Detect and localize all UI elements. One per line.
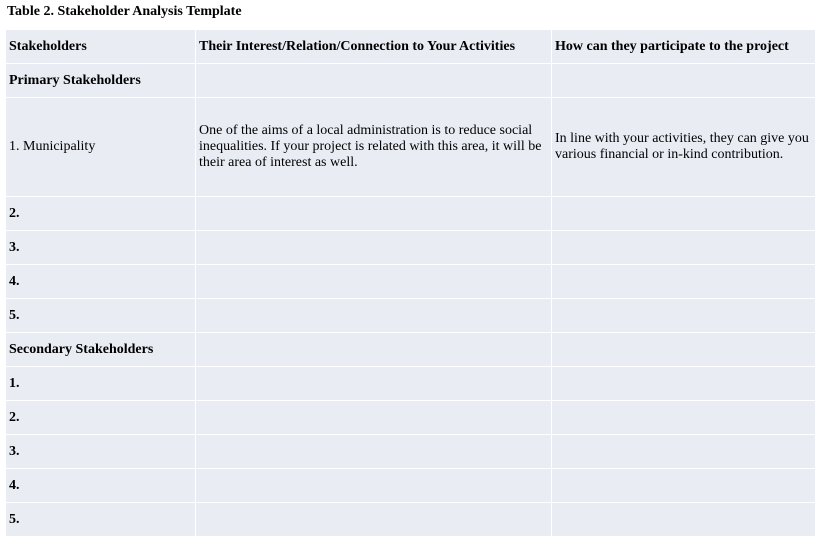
table-cell [552, 265, 816, 299]
table-cell [196, 265, 552, 299]
table-row [6, 435, 816, 469]
table-cell [196, 333, 552, 367]
table-cell [552, 64, 816, 98]
table-cell [552, 401, 816, 435]
row-number: 2. [6, 197, 196, 231]
table-cell [552, 231, 816, 265]
table-row [6, 197, 816, 231]
table-row [6, 265, 816, 299]
row-number: 5. [6, 299, 196, 333]
table-cell [552, 503, 816, 537]
table-cell [552, 435, 816, 469]
table-cell [196, 435, 552, 469]
table-cell [196, 401, 552, 435]
header-row [6, 30, 816, 64]
table-cell [552, 367, 816, 401]
table-cell [196, 231, 552, 265]
table-row [6, 98, 816, 197]
table-cell [552, 299, 816, 333]
table-cell [196, 197, 552, 231]
section-label-secondary: Secondary Stakeholders [6, 333, 196, 367]
row-number: 3. [6, 435, 196, 469]
stakeholder-participation: In line with your activities, they can give you various financial or in-kind contribution. [552, 98, 816, 197]
stakeholder-interest: One of the aims of a local administration is to reduce social inequalities. If your project is related with this area, it will be their area of interest as well. [196, 98, 552, 197]
table-row [6, 503, 816, 537]
table-cell [196, 469, 552, 503]
table-cell [196, 503, 552, 537]
table-row [6, 367, 816, 401]
row-number: 2. [6, 401, 196, 435]
table-caption: Table 2. Stakeholder Analysis Template [7, 4, 242, 19]
table-row [6, 231, 816, 265]
header-participation: How can they participate to the project [552, 30, 816, 64]
row-number: 1. [6, 367, 196, 401]
section-label-primary: Primary Stakeholders [6, 64, 196, 98]
row-number: 4. [6, 469, 196, 503]
table-row [6, 299, 816, 333]
table-cell [552, 197, 816, 231]
stakeholder-name: 1. Municipality [6, 98, 196, 197]
table-cell [552, 469, 816, 503]
table-cell [196, 299, 552, 333]
table-cell [196, 64, 552, 98]
row-number: 5. [6, 503, 196, 537]
table-cell [196, 367, 552, 401]
header-stakeholders: Stakeholders [6, 30, 196, 64]
table-cell [552, 333, 816, 367]
table-row [6, 469, 816, 503]
row-number: 3. [6, 231, 196, 265]
stakeholder-analysis-table [5, 29, 816, 537]
table-row [6, 401, 816, 435]
header-interest: Their Interest/Relation/Connection to Your Activities [196, 30, 552, 64]
section-row-secondary [6, 333, 816, 367]
section-row-primary [6, 64, 816, 98]
row-number: 4. [6, 265, 196, 299]
